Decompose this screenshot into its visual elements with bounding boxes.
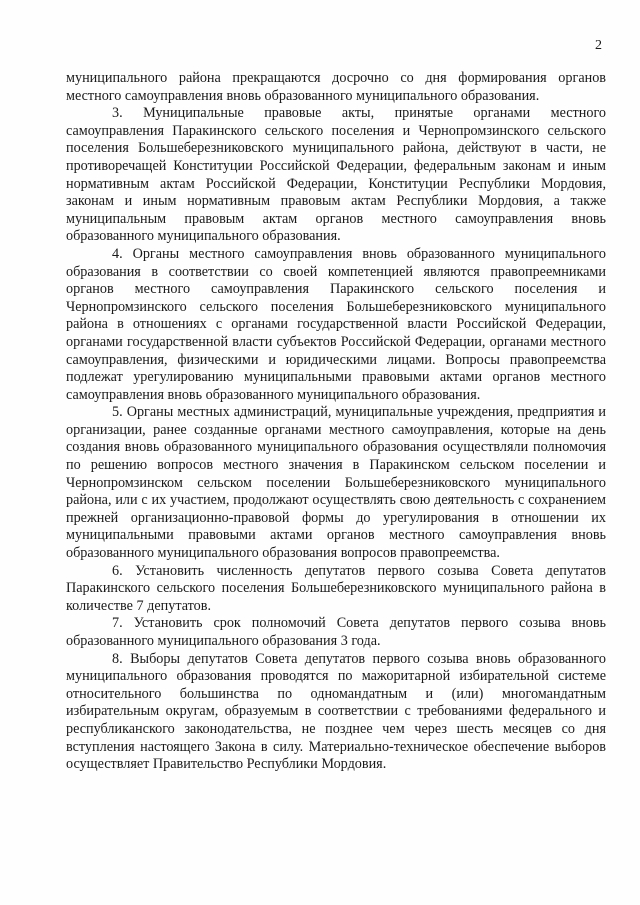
document-body	[66, 70, 606, 774]
page-number: 2	[595, 38, 602, 53]
paragraph-8: 8. Выборы депутатов Совета депутатов первого созыва вновь образованного муниципального образования проводятся по мажоритарной избирательной системе относительного большинства по одномандатным и (или) многомандатным избирательным округам, образуемым в соответствии с требованиями федерального и республиканского законодательства, не позднее чем через шесть месяцев со дня вступления настоящего Закона в силу. Материально-техническое обеспечение выборов осуществляет Правительство Республики Мордовия.	[66, 650, 606, 773]
paragraph-7: 7. Установить срок полномочий Совета депутатов первого созыва вновь образованного муниципального образования 3 года.	[66, 615, 606, 649]
paragraph-4: 4. Органы местного самоуправления вновь образованного муниципального образования в соответствии со своей компетенцией являются правопреемниками органов местного самоуправления Паракинского сельского поселения и Чернопромзинского сельского поселения Большеберезниковского муниципального района в отношениях с органами государственной власти Российской Федерации, органами государственной власти субъектов Российской Федерации, органами местного самоуправления, физическими и юридическими лицами. Вопросы правопреемства подлежат урегулированию муниципальными правовыми актами органов местного самоуправления вновь образованного муниципального образования.	[66, 245, 606, 403]
paragraph-5: 5. Органы местных администраций, муниципальные учреждения, предприятия и организации, ранее созданные органами местного самоуправления, которые на день создания вновь образованного муниципального образования осуществляли полномочия по решению вопросов местного значения в Паракинском сельском поселении и Чернопромзинском сельском поселении Большеберезниковского муниципального района, или с их участием, продолжают осуществлять свою деятельность с сохранением прежней организационно-правовой формы до урегулирования в отношении их муниципальными правовыми актами органов местного самоуправления вновь образованного муниципального образования вопросов правопреемства.	[66, 404, 606, 562]
paragraph-6: 6. Установить численность депутатов первого созыва Совета депутатов Паракинского сельского поселения Большеберезниковского муниципального района в количестве 7 депутатов.	[66, 562, 606, 614]
paragraph-continuation: муниципального района прекращаются досрочно со дня формирования органов местного самоуправления вновь образованного муниципального образования.	[66, 70, 606, 104]
paragraph-3: 3. Муниципальные правовые акты, принятые органами местного самоуправления Паракинского сельского поселения и Чернопромзинского сельского поселения Большеберезниковского муниципального района, действуют в части, не противоречащей Конституции Российской Федерации, федеральным законам и иным нормативным актам Российской Федерации, Конституции Республики Мордовия, законам и иным нормативным правовым актам Республики Мордовия, а также муниципальным правовым актам органов местного самоуправления вновь образованного муниципального образования.	[66, 105, 606, 245]
